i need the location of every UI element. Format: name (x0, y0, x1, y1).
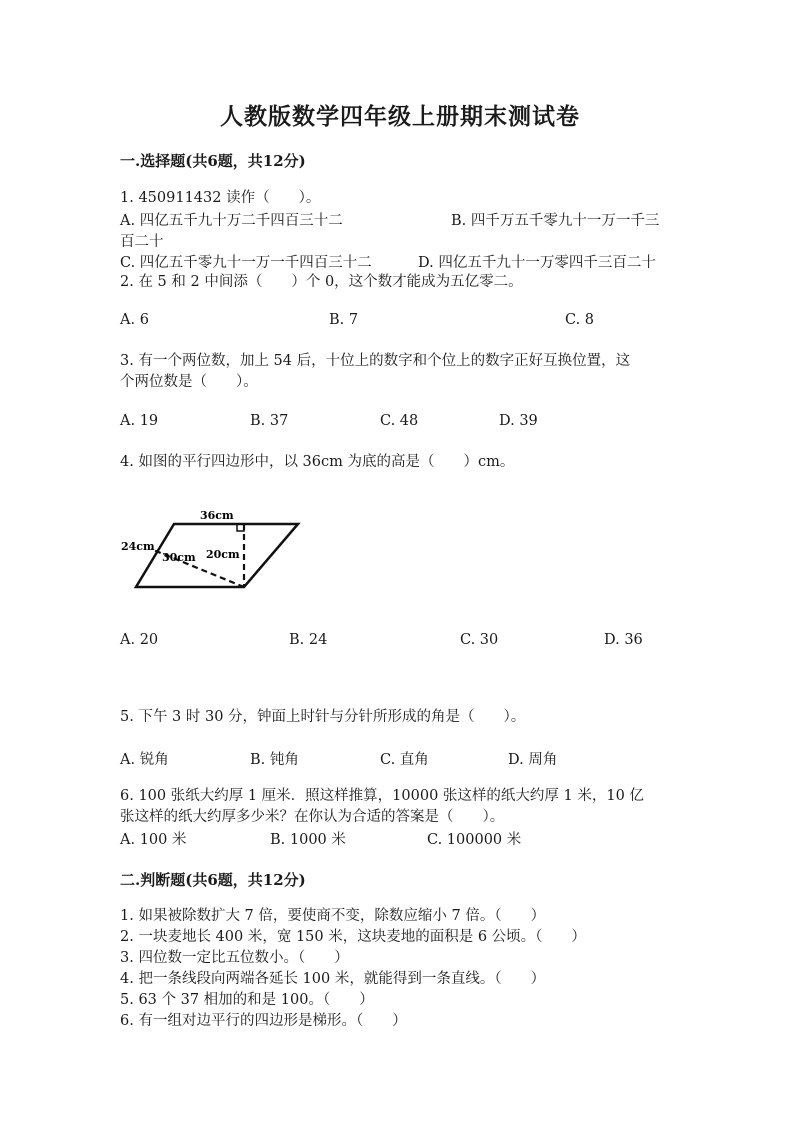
q5-option-d: D. 周角 (508, 752, 558, 768)
q4-option-d: D. 36 (604, 632, 643, 648)
label-height: 20cm (206, 548, 240, 561)
label-left: 24cm (121, 540, 155, 553)
q1-option-b-continued: 百二十 (120, 234, 164, 250)
q3-option-a: A. 19 (120, 413, 159, 429)
q3-option-b: B. 37 (250, 413, 289, 429)
judgement-item-4: 4. 把一条线段向两端各延长 100 米，就能得到一条直线。（ ） (120, 971, 546, 987)
q2-option-a: A. 6 (120, 312, 149, 328)
q1-option-c: C. 四亿五千零九十一万一千四百三十二 (120, 255, 372, 271)
judgement-item-2: 2. 一块麦地长 400 米，宽 150 米，这块麦地的面积是 6 公顷。（ ） (120, 929, 586, 945)
judgement-item-5: 5. 63 个 37 相加的和是 100。（ ） (120, 992, 374, 1008)
q5-option-c: C. 直角 (380, 752, 429, 768)
question-4: 4. 如图的平行四边形中，以 36cm 为底的高是（ ）cm。 (120, 454, 515, 470)
q6-option-c: C. 100000 米 (427, 832, 522, 848)
judgement-item-3: 3. 四位数一定比五位数小。（ ） (120, 950, 349, 966)
label-diagonal: 30cm (162, 551, 196, 564)
question-6-line-2: 张这样的纸大约厚多少米？在你认为合适的答案是（ ）。 (120, 809, 505, 825)
question-2: 2. 在 5 和 2 中间添（ ）个 0，这个数才能成为五亿零二。 (120, 274, 523, 290)
q5-option-b: B. 钝角 (250, 752, 299, 768)
judgement-item-1: 1. 如果被除数扩大 7 倍，要使商不变，除数应缩小 7 倍。（ ） (120, 908, 546, 924)
question-3-line-2: 个两位数是（ ）。 (120, 374, 258, 390)
q6-option-a: A. 100 米 (120, 832, 187, 848)
q3-option-c: C. 48 (380, 413, 419, 429)
q4-option-c: C. 30 (460, 632, 499, 648)
section-heading-judgement: 二.判断题(共6题，共12分) (120, 871, 306, 889)
q4-option-b: B. 24 (289, 632, 328, 648)
question-3-line-1: 3. 有一个两位数，加上 54 后，十位上的数字和个位上的数字正好互换位置，这 (120, 353, 631, 369)
q3-option-d: D. 39 (499, 413, 538, 429)
question-6-line-1: 6. 100 张纸大约厚 1 厘米．照这样推算，10000 张这样的纸大约厚 1 米，10 亿 (120, 788, 644, 804)
label-top: 36cm (200, 509, 234, 522)
q1-option-b: B. 四千万五千零九十一万一千三 (451, 213, 660, 229)
section-heading-choice: 一.选择题(共6题，共12分) (120, 152, 306, 170)
q2-option-c: C. 8 (565, 312, 595, 328)
q1-option-d: D. 四亿五千九十一万零四千三百二十 (418, 255, 656, 271)
q1-option-a: A. 四亿五千九十万二千四百三十二 (120, 213, 343, 229)
parallelogram-figure (118, 505, 308, 597)
q5-option-a: A. 锐角 (120, 752, 169, 768)
judgement-item-6: 6. 有一组对边平行的四边形是梯形。（ ） (120, 1013, 407, 1029)
question-1: 1. 450911432 读作（ ）。 (120, 190, 321, 206)
q2-option-b: B. 7 (329, 312, 359, 328)
question-5: 5. 下午 3 时 30 分，钟面上时针与分针所形成的角是（ ）。 (120, 709, 526, 725)
q6-option-b: B. 1000 米 (270, 832, 346, 848)
page-title: 人教版数学四年级上册期末测试卷 (220, 103, 580, 130)
q4-option-a: A. 20 (120, 632, 159, 648)
